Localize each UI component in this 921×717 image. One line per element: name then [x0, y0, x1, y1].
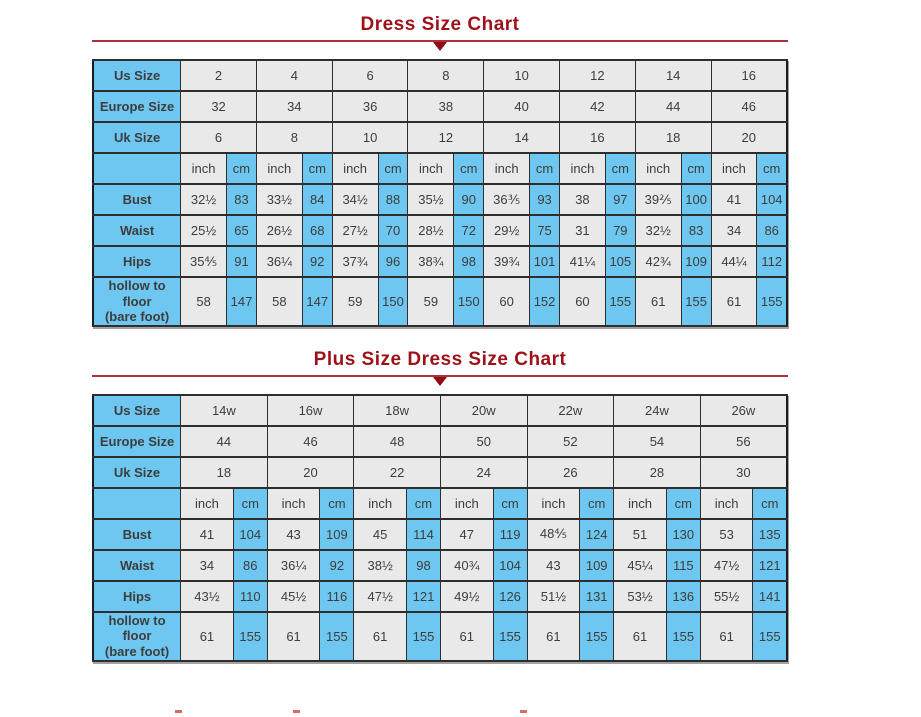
cm-value-cell: 112 [757, 246, 787, 277]
row-label-cell: Uk Size [93, 122, 181, 153]
inch-unit-cell: inch [354, 488, 407, 519]
plus-size-table [92, 394, 788, 662]
cutoff-text-mark [520, 710, 527, 713]
cm-value-cell: 115 [666, 550, 700, 581]
inch-unit-cell: inch [484, 153, 530, 184]
size-value-cell: 10 [332, 122, 408, 153]
cm-value-cell: 83 [227, 184, 257, 215]
inch-unit-cell: inch [614, 488, 667, 519]
cm-value-cell: 116 [320, 581, 354, 612]
inch-value-cell: 28½ [408, 215, 454, 246]
inch-value-cell: 61 [700, 612, 753, 661]
cm-value-cell: 152 [530, 277, 560, 326]
cm-value-cell: 114 [407, 519, 441, 550]
size-value-cell: 6 [332, 60, 408, 91]
cm-value-cell: 155 [753, 612, 787, 661]
inch-value-cell: 40¾ [440, 550, 493, 581]
cm-value-cell: 131 [580, 581, 614, 612]
cm-unit-cell: cm [753, 488, 787, 519]
cm-value-cell: 109 [320, 519, 354, 550]
table-row [93, 277, 787, 326]
inch-value-cell: 43 [267, 519, 320, 550]
row-label-cell: Europe Size [93, 426, 181, 457]
inch-value-cell: 47½ [700, 550, 753, 581]
row-label-text: hollow to floor [108, 612, 166, 644]
cm-value-cell: 90 [454, 184, 484, 215]
cm-value-cell: 86 [757, 215, 787, 246]
size-value-cell: 36 [332, 91, 408, 122]
inch-value-cell: 27½ [332, 215, 378, 246]
size-value-cell: 14 [484, 122, 560, 153]
size-value-cell: 46 [711, 91, 787, 122]
size-value-cell: 22w [527, 395, 614, 426]
cm-unit-cell: cm [580, 488, 614, 519]
inch-value-cell: 61 [267, 612, 320, 661]
size-value-cell: 12 [408, 122, 484, 153]
inch-value-cell: 47½ [354, 581, 407, 612]
table-row [93, 246, 787, 277]
row-label-cell [93, 184, 181, 215]
inch-value-cell: 61 [527, 612, 580, 661]
regular-size-section [92, 14, 788, 327]
inch-value-cell: 36⅗ [484, 184, 530, 215]
inch-value-cell: 32½ [181, 184, 227, 215]
size-value-cell: 38 [408, 91, 484, 122]
cm-value-cell: 70 [378, 215, 408, 246]
cm-value-cell: 104 [493, 550, 527, 581]
inch-value-cell: 45¼ [614, 550, 667, 581]
inch-value-cell: 45 [354, 519, 407, 550]
cm-value-cell: 155 [407, 612, 441, 661]
inch-value-cell: 37¾ [332, 246, 378, 277]
cm-value-cell: 104 [233, 519, 267, 550]
cutoff-text-mark [293, 710, 300, 713]
size-value-cell: 18 [635, 122, 711, 153]
inch-value-cell: 48⅘ [527, 519, 580, 550]
down-triangle-icon [433, 377, 447, 386]
cm-value-cell: 88 [378, 184, 408, 215]
inch-value-cell: 61 [614, 612, 667, 661]
inch-value-cell: 45½ [267, 581, 320, 612]
cm-unit-cell: cm [605, 153, 635, 184]
table-row [93, 426, 787, 457]
size-value-cell: 44 [635, 91, 711, 122]
cm-value-cell: 155 [681, 277, 711, 326]
size-value-cell: 54 [614, 426, 701, 457]
cm-value-cell: 86 [233, 550, 267, 581]
table-row [93, 215, 787, 246]
size-value-cell: 20 [267, 457, 354, 488]
cm-value-cell: 141 [753, 581, 787, 612]
inch-unit-cell: inch [181, 153, 227, 184]
size-value-cell: 24 [440, 457, 527, 488]
inch-value-cell: 34 [711, 215, 757, 246]
cm-unit-cell: cm [493, 488, 527, 519]
inch-value-cell: 25½ [181, 215, 227, 246]
inch-value-cell: 60 [484, 277, 530, 326]
size-value-cell: 24w [614, 395, 701, 426]
size-value-cell: 44 [181, 426, 268, 457]
cm-value-cell: 104 [757, 184, 787, 215]
row-label-cell: Us Size [93, 60, 181, 91]
size-value-cell: 26w [700, 395, 787, 426]
cm-value-cell: 96 [378, 246, 408, 277]
size-value-cell: 14w [181, 395, 268, 426]
cm-value-cell: 147 [227, 277, 257, 326]
cm-value-cell: 98 [454, 246, 484, 277]
size-chart-content [92, 14, 788, 662]
cm-value-cell: 92 [320, 550, 354, 581]
inch-unit-cell: inch [332, 153, 378, 184]
size-value-cell: 8 [256, 122, 332, 153]
cm-value-cell: 101 [530, 246, 560, 277]
cm-value-cell: 110 [233, 581, 267, 612]
inch-value-cell: 36¼ [267, 550, 320, 581]
inch-unit-cell: inch [700, 488, 753, 519]
inch-unit-cell: inch [440, 488, 493, 519]
inch-value-cell: 33½ [256, 184, 302, 215]
row-label-cell: Europe Size [93, 91, 181, 122]
inch-value-cell: 59 [332, 277, 378, 326]
cm-unit-cell: cm [407, 488, 441, 519]
size-value-cell: 52 [527, 426, 614, 457]
cm-value-cell: 119 [493, 519, 527, 550]
cm-value-cell: 124 [580, 519, 614, 550]
inch-value-cell: 51 [614, 519, 667, 550]
cm-value-cell: 121 [753, 550, 787, 581]
table-row [93, 550, 787, 581]
inch-value-cell: 61 [711, 277, 757, 326]
unit-row-label-cell [93, 153, 181, 184]
cm-unit-cell: cm [227, 153, 257, 184]
cm-unit-cell: cm [666, 488, 700, 519]
inch-unit-cell: inch [256, 153, 302, 184]
cm-value-cell: 97 [605, 184, 635, 215]
inch-value-cell: 35⅘ [181, 246, 227, 277]
cm-value-cell: 155 [666, 612, 700, 661]
cm-value-cell: 65 [227, 215, 257, 246]
inch-value-cell: 60 [560, 277, 606, 326]
inch-value-cell: 42¾ [635, 246, 681, 277]
row-label-cell: Uk Size [93, 457, 181, 488]
table-row [93, 184, 787, 215]
cm-value-cell: 84 [302, 184, 332, 215]
cm-value-cell: 109 [580, 550, 614, 581]
cm-unit-cell: cm [530, 153, 560, 184]
inch-value-cell: 32½ [635, 215, 681, 246]
row-sublabel-text: (bare foot) [104, 309, 170, 325]
inch-value-cell: 34½ [332, 184, 378, 215]
inch-unit-cell: inch [711, 153, 757, 184]
size-value-cell: 20w [440, 395, 527, 426]
cm-value-cell: 126 [493, 581, 527, 612]
inch-value-cell: 43½ [181, 581, 234, 612]
inch-value-cell: 58 [256, 277, 302, 326]
inch-value-cell: 58 [181, 277, 227, 326]
cm-value-cell: 83 [681, 215, 711, 246]
cm-unit-cell: cm [302, 153, 332, 184]
inch-value-cell: 29½ [484, 215, 530, 246]
chart-title: Dress Size Chart [360, 14, 520, 35]
cm-value-cell: 135 [753, 519, 787, 550]
table-row [93, 153, 787, 184]
cm-value-cell: 109 [681, 246, 711, 277]
cm-value-cell: 75 [530, 215, 560, 246]
size-value-cell: 20 [711, 122, 787, 153]
row-label-text: Bust [122, 526, 152, 542]
inch-value-cell: 55½ [700, 581, 753, 612]
row-label-cell [93, 215, 181, 246]
inch-value-cell: 51½ [527, 581, 580, 612]
inch-value-cell: 61 [440, 612, 493, 661]
inch-unit-cell: inch [635, 153, 681, 184]
size-value-cell: 18w [354, 395, 441, 426]
cm-value-cell: 155 [580, 612, 614, 661]
cm-unit-cell: cm [757, 153, 787, 184]
size-value-cell: 50 [440, 426, 527, 457]
cm-value-cell: 136 [666, 581, 700, 612]
row-label-cell: Us Size [93, 395, 181, 426]
row-label-text: Waist [119, 557, 155, 573]
cm-value-cell: 100 [681, 184, 711, 215]
cm-value-cell: 92 [302, 246, 332, 277]
inch-value-cell: 34 [181, 550, 234, 581]
inch-value-cell: 61 [635, 277, 681, 326]
cm-value-cell: 121 [407, 581, 441, 612]
size-value-cell: 22 [354, 457, 441, 488]
cm-unit-cell: cm [233, 488, 267, 519]
cm-unit-cell: cm [320, 488, 354, 519]
size-value-cell: 16 [711, 60, 787, 91]
size-table [92, 59, 788, 327]
row-label-cell [93, 581, 181, 612]
table-row [93, 519, 787, 550]
row-label-cell [93, 550, 181, 581]
inch-value-cell: 36¼ [256, 246, 302, 277]
size-value-cell: 30 [700, 457, 787, 488]
cm-value-cell: 150 [454, 277, 484, 326]
inch-value-cell: 38½ [354, 550, 407, 581]
inch-unit-cell: inch [267, 488, 320, 519]
size-value-cell: 16 [560, 122, 636, 153]
row-label-text: Waist [119, 223, 155, 238]
size-value-cell: 32 [181, 91, 257, 122]
inch-value-cell: 26½ [256, 215, 302, 246]
cm-value-cell: 150 [378, 277, 408, 326]
inch-value-cell: 39⅖ [635, 184, 681, 215]
size-value-cell: 40 [484, 91, 560, 122]
cm-value-cell: 105 [605, 246, 635, 277]
inch-value-cell: 38¾ [408, 246, 454, 277]
inch-value-cell: 41 [181, 519, 234, 550]
inch-value-cell: 31 [560, 215, 606, 246]
cm-value-cell: 147 [302, 277, 332, 326]
size-value-cell: 4 [256, 60, 332, 91]
size-value-cell: 6 [181, 122, 257, 153]
table-row [93, 60, 787, 91]
table-row [93, 488, 787, 519]
size-value-cell: 46 [267, 426, 354, 457]
size-value-cell: 56 [700, 426, 787, 457]
size-value-cell: 26 [527, 457, 614, 488]
inch-value-cell: 39¾ [484, 246, 530, 277]
cm-value-cell: 93 [530, 184, 560, 215]
table-row [93, 612, 787, 661]
inch-value-cell: 53 [700, 519, 753, 550]
inch-unit-cell: inch [181, 488, 234, 519]
inch-value-cell: 59 [408, 277, 454, 326]
cm-value-cell: 155 [320, 612, 354, 661]
inch-value-cell: 38 [560, 184, 606, 215]
inch-value-cell: 43 [527, 550, 580, 581]
cm-value-cell: 155 [605, 277, 635, 326]
inch-value-cell: 53½ [614, 581, 667, 612]
size-value-cell: 28 [614, 457, 701, 488]
inch-value-cell: 47 [440, 519, 493, 550]
cm-value-cell: 130 [666, 519, 700, 550]
cutoff-text-mark [175, 710, 182, 713]
size-value-cell: 48 [354, 426, 441, 457]
size-value-cell: 10 [484, 60, 560, 91]
inch-value-cell: 35½ [408, 184, 454, 215]
row-sublabel-text: (bare foot) [104, 643, 170, 659]
inch-value-cell: 49½ [440, 581, 493, 612]
row-label-text: Hips [122, 588, 152, 604]
inch-value-cell: 61 [181, 612, 234, 661]
cm-value-cell: 72 [454, 215, 484, 246]
row-label-cell [93, 519, 181, 550]
table-row [93, 395, 787, 426]
cm-value-cell: 91 [227, 246, 257, 277]
table-row [93, 91, 787, 122]
inch-unit-cell: inch [408, 153, 454, 184]
chart-title: Plus Size Dress Size Chart [313, 348, 567, 370]
cm-value-cell: 98 [407, 550, 441, 581]
inch-value-cell: 44¼ [711, 246, 757, 277]
cm-unit-cell: cm [454, 153, 484, 184]
down-triangle-icon [433, 42, 447, 51]
size-value-cell: 12 [560, 60, 636, 91]
size-value-cell: 2 [181, 60, 257, 91]
table-row [93, 457, 787, 488]
size-value-cell: 16w [267, 395, 354, 426]
cm-value-cell: 79 [605, 215, 635, 246]
inch-value-cell: 41 [711, 184, 757, 215]
row-label-cell [93, 246, 181, 277]
cm-value-cell: 155 [757, 277, 787, 326]
size-value-cell: 18 [181, 457, 268, 488]
cm-unit-cell: cm [681, 153, 711, 184]
cm-unit-cell: cm [378, 153, 408, 184]
row-label-text: Bust [122, 192, 152, 207]
size-value-cell: 8 [408, 60, 484, 91]
inch-value-cell: 41¼ [560, 246, 606, 277]
table-row [93, 122, 787, 153]
row-label-cell [93, 277, 181, 326]
cm-value-cell: 68 [302, 215, 332, 246]
inch-unit-cell: inch [560, 153, 606, 184]
row-label-text: Hips [122, 254, 152, 269]
row-label-text: hollow to floor [108, 278, 166, 309]
plus-size-section [92, 349, 788, 662]
cm-value-cell: 155 [233, 612, 267, 661]
cm-value-cell: 155 [493, 612, 527, 661]
unit-row-label-cell [93, 488, 181, 519]
table-row [93, 581, 787, 612]
size-value-cell: 14 [635, 60, 711, 91]
row-label-cell [93, 612, 181, 661]
inch-value-cell: 61 [354, 612, 407, 661]
size-value-cell: 42 [560, 91, 636, 122]
size-value-cell: 34 [256, 91, 332, 122]
inch-unit-cell: inch [527, 488, 580, 519]
